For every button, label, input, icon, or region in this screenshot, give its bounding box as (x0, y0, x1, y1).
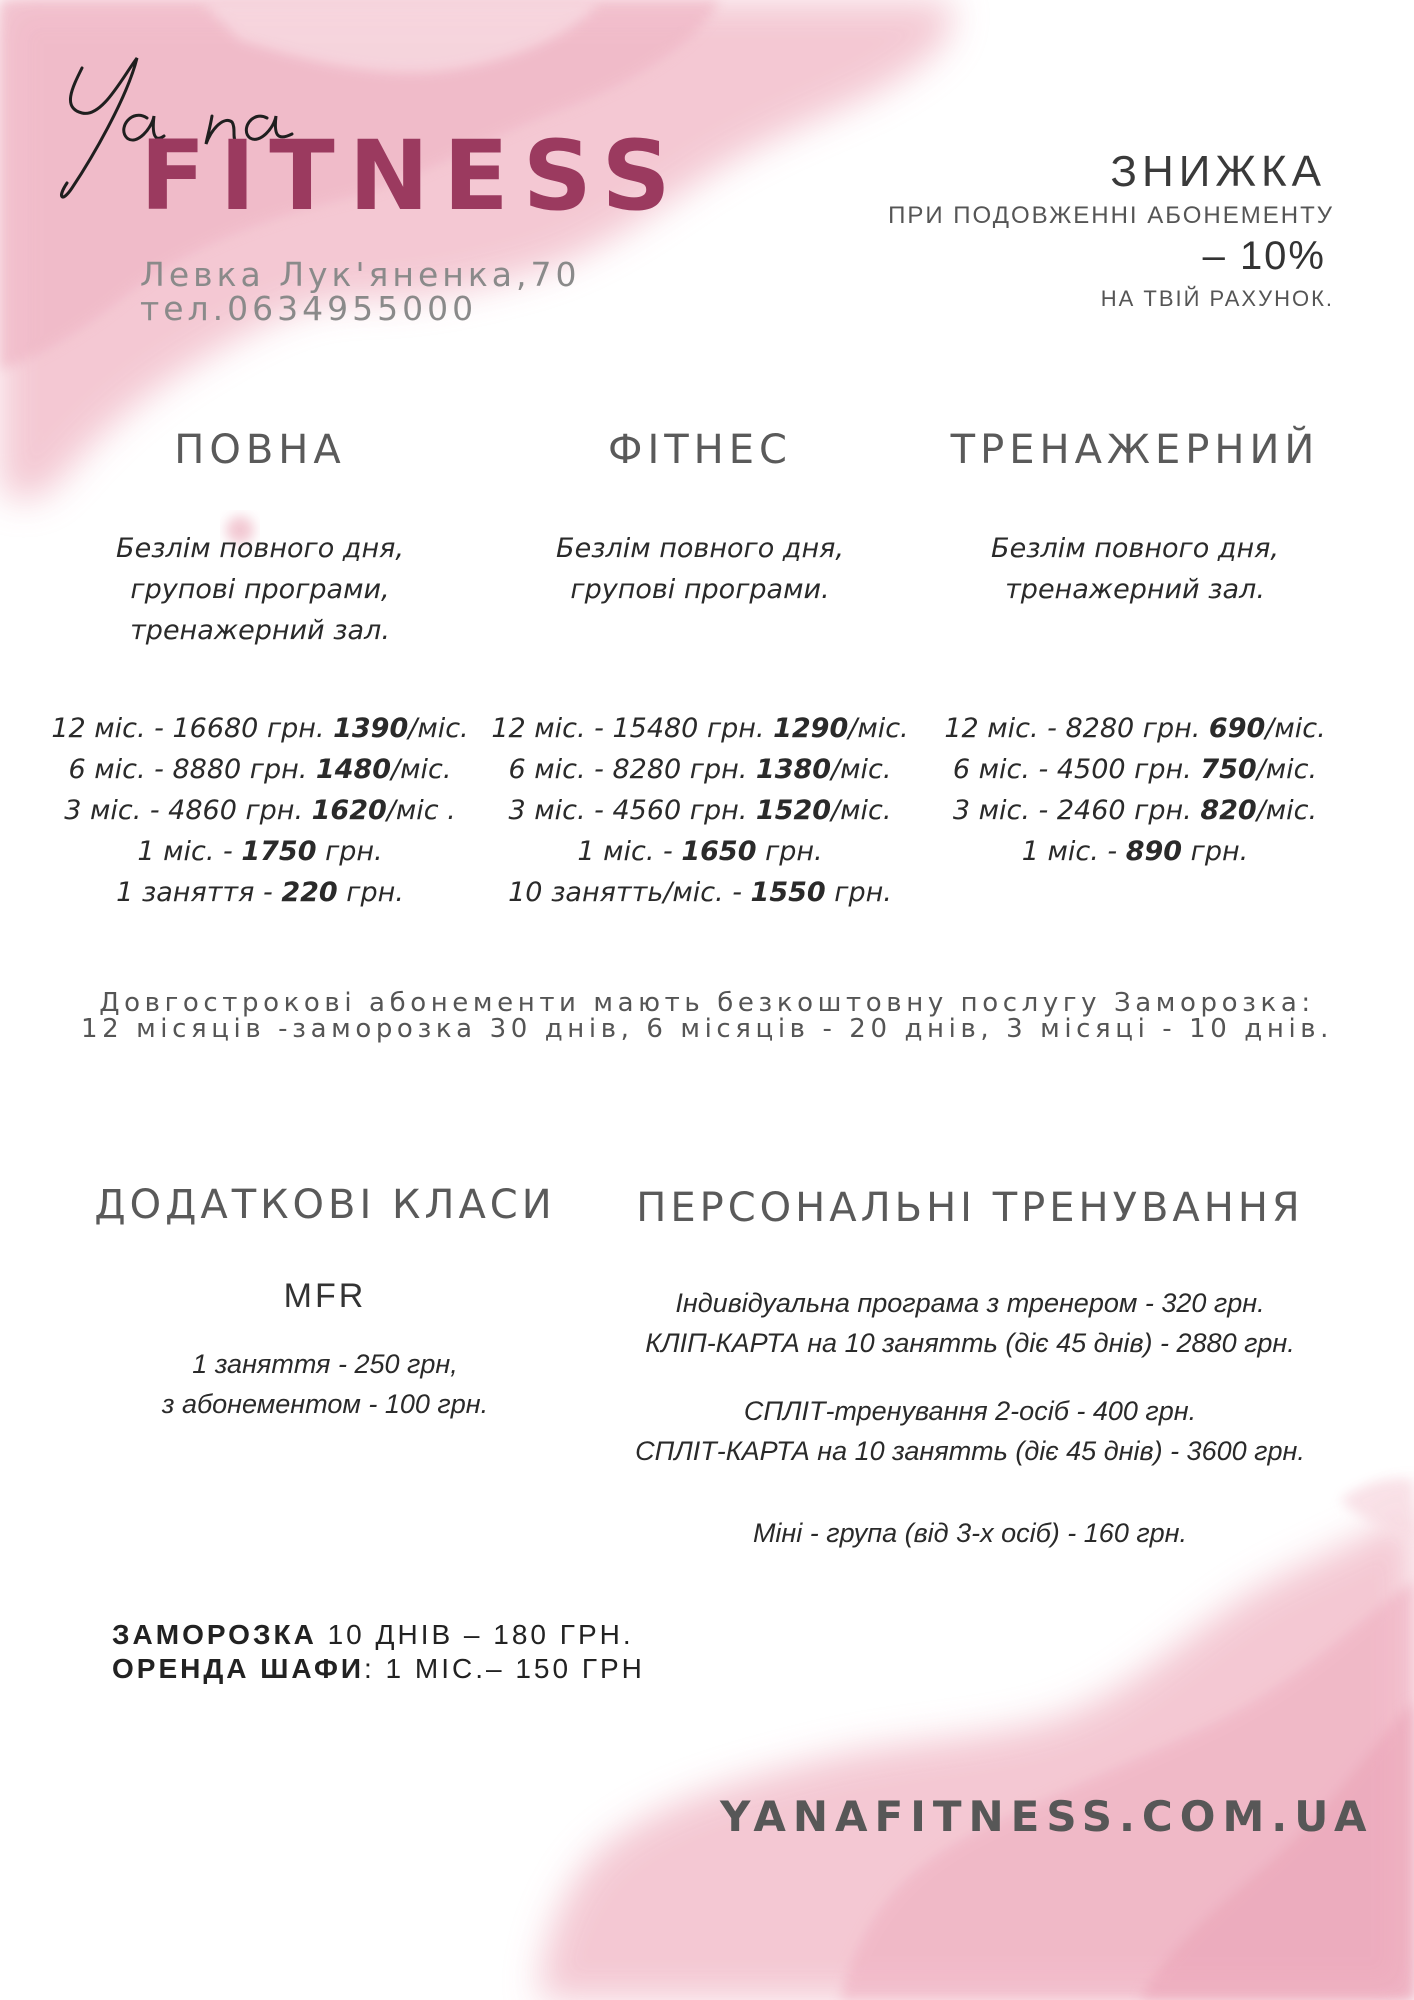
promo-subtitle: ПРИ ПОДОВЖЕННІ АБОНЕМЕНТУ (888, 202, 1334, 229)
plan-title: ПОВНА (174, 427, 346, 473)
plan-column-fitness (490, 427, 910, 913)
desc-line-spacer (925, 610, 1345, 651)
price-line: 12 міс. - 16680 грн. 1390/міс. (51, 713, 469, 744)
desc-line: Безлім повного дня, (116, 533, 404, 564)
personal-line: СПЛІТ-тренування 2-осіб - 400 грн. (743, 1396, 1197, 1426)
desc-line: групові програми. (570, 574, 830, 605)
price-line: 1 міс. - 1650 грн. (577, 836, 823, 867)
plan-prices (50, 708, 470, 913)
plan-title: ФІТНЕС (608, 427, 792, 473)
mfr-title: MFR (283, 1277, 367, 1315)
phone: тел.0634955000 (140, 289, 478, 328)
freeze-note (0, 990, 1414, 1042)
desc-line: тренажерний зал. (1005, 574, 1265, 605)
freeze-note-line: 12 місяців -заморозка 30 днів, 6 місяців - 20 днів, 3 місяці - 10 днів. (80, 1014, 1334, 1044)
personal-line: СПЛІТ-КАРТА на 10 занятть (діє 45 днів) - 3600 грн. (635, 1436, 1305, 1466)
locker-service: ОРЕНДА ШАФИ: 1 МІС.– 150 ГРН (112, 1653, 645, 1684)
desc-line: Безлім повного дня, (991, 533, 1279, 564)
price-line: 1 міс. - 1750 грн. (137, 836, 383, 867)
plan-prices (490, 708, 910, 913)
plan-column-gym (925, 427, 1345, 872)
plan-description (490, 528, 910, 651)
personal-block-split (590, 1391, 1350, 1471)
brand-name: FITNESS (140, 120, 685, 232)
personal-training-title: ПЕРСОНАЛЬНІ ТРЕНУВАННЯ (636, 1185, 1304, 1231)
personal-training (590, 1185, 1350, 1553)
desc-line: групові програми, (130, 574, 390, 605)
personal-block-mini-group (590, 1513, 1350, 1553)
personal-block-individual (590, 1283, 1350, 1363)
plan-column-full (50, 427, 470, 913)
promo-account: НА ТВІЙ РАХУНОК. (1100, 286, 1334, 311)
plan-prices (925, 708, 1345, 872)
price-line: 1 заняття - 220 грн. (116, 877, 404, 908)
price-line: 1 міс. - 890 грн. (1021, 836, 1249, 867)
price-line: 6 міс. - 4500 грн. 750/міс. (952, 754, 1318, 785)
price-line: 12 міс. - 8280 грн. 690/міс. (944, 713, 1326, 744)
price-line: 6 міс. - 8280 грн. 1380/міс. (508, 754, 892, 785)
plan-description (925, 528, 1345, 651)
price-line: 12 міс. - 15480 грн. 1290/міс. (491, 713, 909, 744)
promo-title: ЗНИЖКА (1110, 147, 1326, 196)
desc-line: тренажерний зал. (130, 615, 390, 646)
personal-line: КЛІП-КАРТА на 10 занятть (діє 45 днів) - 2880 грн. (645, 1328, 1295, 1358)
mfr-prices (90, 1344, 560, 1424)
personal-line: Міні - група (від 3-х осіб) - 160 грн. (752, 1518, 1188, 1548)
price-line: 3 міс. - 4560 грн. 1520/міс. (508, 795, 892, 826)
extra-classes-title: ДОДАТКОВІ КЛАСИ (94, 1182, 556, 1228)
price-line: 3 міс. - 2460 грн. 820/міс. (952, 795, 1318, 826)
price-line: 10 занятть/міс. - 1550 грн. (508, 877, 892, 908)
personal-line: Індивідуальна програма з тренером - 320 грн. (675, 1288, 1265, 1318)
desc-line-spacer (490, 610, 910, 651)
extra-services (112, 1618, 645, 1686)
website-link[interactable]: YANAFITNESS.COM.UA (720, 1792, 1374, 1841)
price-line: 6 міс. - 8880 грн. 1480/міс. (68, 754, 452, 785)
price-line: 3 міс. - 4860 грн. 1620/міс . (64, 795, 456, 826)
desc-line: Безлім повного дня, (556, 533, 844, 564)
plan-description (50, 528, 470, 651)
mfr-line: 1 заняття - 250 грн, (192, 1349, 458, 1379)
bottom-right-watercolor (540, 1478, 1414, 2000)
mfr-line: з абонементом - 100 грн. (161, 1389, 489, 1419)
promo-block (774, 147, 1334, 312)
freeze-note-line: Довгострокові абонементи мають безкоштовну послугу Заморозка: (99, 988, 1315, 1018)
address: Левка Лук'яненка,70 (140, 255, 581, 294)
freeze-service: ЗАМОРОЗКА 10 ДНІВ – 180 ГРН. (112, 1619, 634, 1650)
promo-percent: – 10% (1202, 234, 1326, 278)
extra-classes (90, 1182, 560, 1424)
plan-title: ТРЕНАЖЕРНИЙ (950, 427, 1320, 473)
